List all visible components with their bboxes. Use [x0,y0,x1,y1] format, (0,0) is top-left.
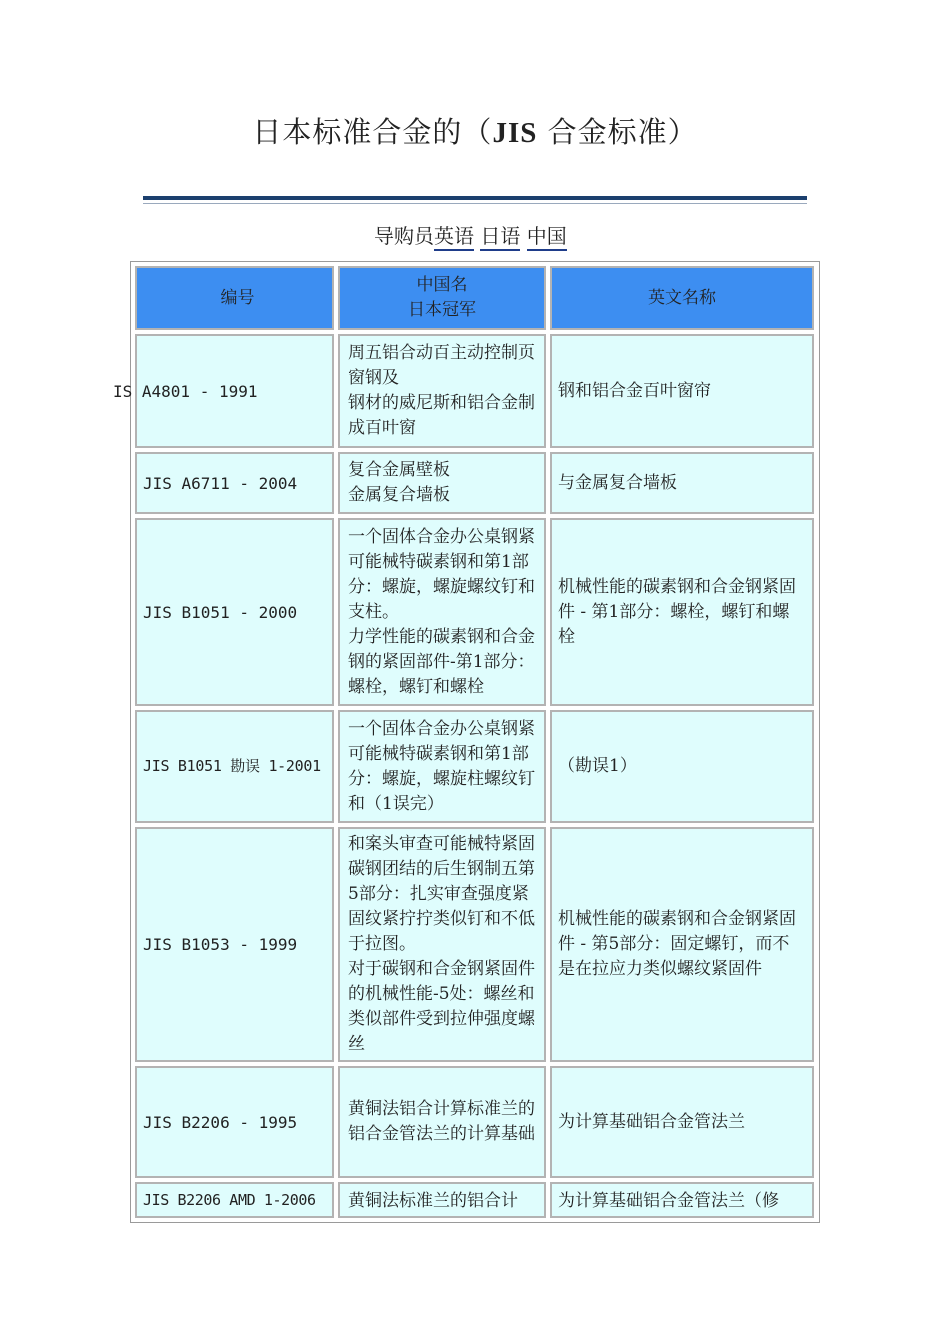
row-en: 为计算基础铝合金管法兰 [558,1111,745,1132]
row-cn: 和案头审查可能械特紧固碳钢团结的后生钢制五第5部分：扎实审查强度紧固纹紧拧拧类似钉和不低于拉图。 对于碳钢和合金钢紧固件的机械性能-5处：螺丝和类似部件受到拉伸强度螺丝 [348,834,535,1054]
row-en: 机械性能的碳素钢和合金钢紧固件 - 第5部分：固定螺钉，而不是在拉应力类似螺纹紧固件 [558,909,796,979]
row-code: JIS B1053 - 1999 [143,935,298,954]
row-cn-cell [338,710,546,823]
row-code: JIS A6711 - 2004 [143,473,298,493]
table-row [133,516,817,708]
row-code: JIS B1051 - 2000 [143,602,298,622]
header-chinese-name [338,266,546,330]
table-row [113,332,817,450]
header-code [135,266,334,330]
row-cn-cell [338,1182,546,1218]
table-row [133,1064,817,1180]
row-en: （勘误1） [558,756,637,776]
page-title [0,110,950,151]
header-code-label: 编号 [220,287,255,308]
row-en-cell [550,334,814,448]
header-english-name [550,266,814,330]
row-en-cell [550,518,814,706]
title-part-3: 合金标准） [537,115,698,149]
row-cn-cell [338,334,546,448]
row-en-cell [550,710,814,823]
table-row [133,708,817,825]
standards-table [113,261,820,1223]
row-code: IS A4801 - 1991 [113,381,258,401]
row-code-cell [135,710,334,823]
row-code-cell [135,518,334,706]
row-cn: 周五铝合动百主动控制页窗钢及 钢材的威尼斯和铝合金制成百叶窗 [348,343,535,438]
row-cn: 一个固体合金办公桌钢紧可能械特碳素钢和第1部分：螺旋，螺旋柱螺纹钉和（1误完） [348,718,535,814]
row-code: JIS B2206 AMD 1-2006 [143,1190,316,1209]
row-en-cell [550,827,814,1062]
nav-link-english[interactable]: 英语 [434,224,474,251]
language-nav [374,220,567,249]
header-english-name-label: 英文名称 [648,287,716,308]
row-code-cell [135,827,334,1062]
row-cn: 黄铜法铝合计算标准兰的 铝合金管法兰的计算基础 [348,1099,535,1144]
row-en-cell [550,1182,814,1218]
row-code: JIS B1051 勘误 1-2001 [143,757,321,775]
row-cn-cell [338,1066,546,1178]
table-header-row [133,264,817,332]
table-row [133,1180,817,1220]
header-chinese-name-label: 中国名 日本冠军 [408,275,476,320]
row-cn-cell [338,518,546,706]
row-cn: 黄铜法标准兰的铝合计 [348,1191,518,1211]
divider-thin [143,203,807,204]
row-en-cell [550,452,814,514]
row-en-cell [550,1066,814,1178]
title-part-1: 日本标准合金的（ [252,115,493,149]
row-code: JIS B2206 - 1995 [143,1112,298,1132]
table-row [133,825,817,1064]
nav-link-chinese[interactable]: 中国 [527,224,567,251]
row-cn-cell [338,827,546,1062]
row-en: 与金属复合墙板 [558,472,677,493]
row-code-cell [135,452,334,514]
row-en: 钢和铝合金百叶窗帘 [558,380,711,401]
row-en: 为计算基础铝合金管法兰（修 [558,1191,779,1211]
row-en: 机械性能的碳素钢和合金钢紧固件 - 第1部分：螺栓，螺钉和螺栓 [558,576,796,647]
row-code-cell [135,1182,334,1218]
row-cn-cell [338,452,546,514]
row-code-cell [135,1066,334,1178]
nav-prefix: 导购员 [374,224,434,248]
table-row [133,450,817,516]
divider-thick [143,196,807,200]
row-code-cell [113,334,334,448]
row-cn: 复合金属壁板 金属复合墙板 [348,460,450,505]
row-cn: 一个固体合金办公桌钢紧可能械特碳素钢和第1部分：螺旋，螺旋螺纹钉和支柱。 力学性能的碳素钢和合金钢的紧固部件-第1部分：螺栓，螺钉和螺栓 [348,526,535,697]
title-part-2: JIS [492,117,538,149]
nav-link-japanese[interactable]: 日语 [480,224,520,251]
